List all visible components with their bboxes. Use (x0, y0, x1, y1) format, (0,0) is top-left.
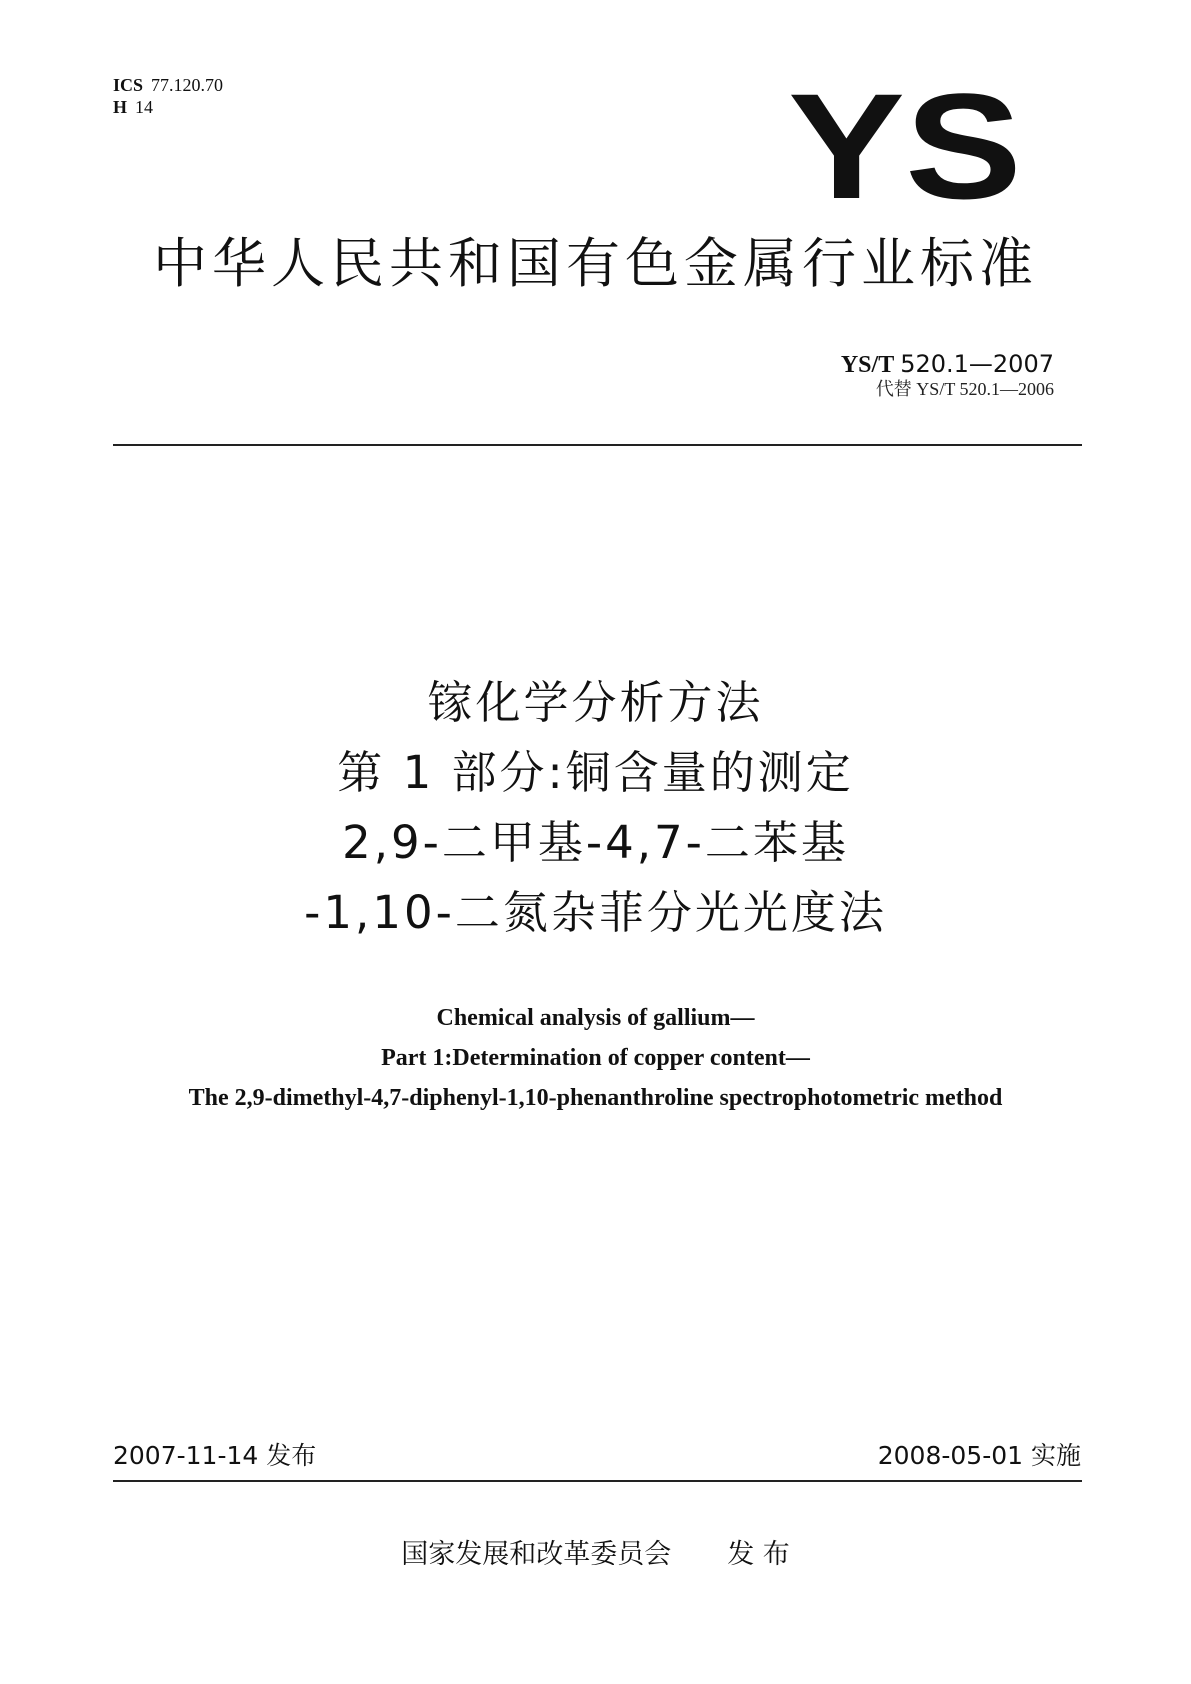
english-title-line-1: Chemical analysis of gallium— (436, 1005, 755, 1031)
issuer-line (0, 1535, 1191, 1575)
english-title-line-3: The 2,9-dimethyl-4,7-diphenyl-1,10-phenanthroline spectrophotometric method (188, 1085, 1003, 1111)
english-title (0, 998, 1191, 1118)
classification-codes (113, 74, 223, 118)
chinese-title-line-2: 第 1 部分:铜含量的测定 (337, 746, 854, 799)
ccs-label: H (113, 97, 128, 117)
standard-prefix: YS/T (840, 352, 895, 378)
chinese-title-line-4: -1,10-二氮杂菲分光光度法 (304, 886, 887, 939)
issue-date: 2007-11-14 发布 (113, 1441, 317, 1470)
implementation-date: 2008-05-01 实施 (877, 1441, 1081, 1470)
ys-logo-text: YS (788, 86, 1022, 210)
chinese-title (0, 668, 1191, 948)
ys-logo (786, 86, 1024, 210)
issuer-name: 国家发展和改革委员会 (401, 1539, 672, 1570)
replaces-standard: 代替 YS/T 520.1—2006 (875, 379, 1054, 399)
standard-code: 520.1—2007 (900, 350, 1054, 378)
top-divider (113, 444, 1082, 446)
bottom-divider (113, 1480, 1082, 1482)
ccs-line (113, 96, 223, 118)
ics-code: 77.120.70 (151, 75, 224, 95)
ics-label: ICS (113, 75, 144, 95)
issuer-action: 发 布 (727, 1539, 790, 1570)
chinese-title-line-3: 2,9-二甲基-4,7-二苯基 (342, 816, 849, 869)
standard-number (841, 350, 1054, 379)
ics-line (113, 74, 223, 96)
org-title: 中华人民共和国有色金属行业标准 (153, 232, 1038, 295)
ccs-code: 14 (135, 97, 154, 117)
chinese-title-line-1: 镓化学分析方法 (427, 676, 764, 729)
english-title-line-2: Part 1:Determination of copper content— (381, 1045, 810, 1071)
